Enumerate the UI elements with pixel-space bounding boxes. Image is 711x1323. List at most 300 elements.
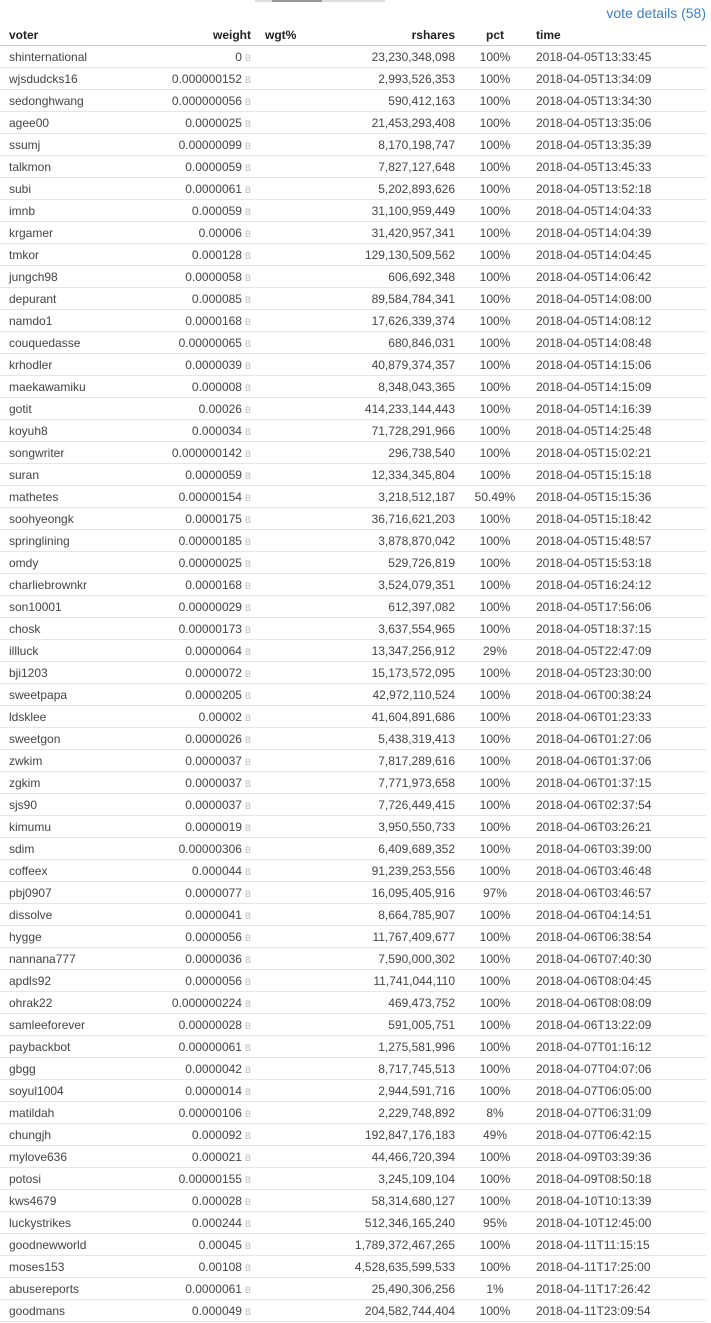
table-row (0, 1300, 706, 1322)
pct-value (464, 1300, 526, 1322)
rshares-value-text: 3,218,512,187 (378, 489, 455, 504)
voter-name[interactable] (0, 222, 140, 244)
voter-name[interactable] (0, 662, 140, 684)
pct-value (464, 816, 526, 838)
voter-name[interactable] (0, 816, 140, 838)
voter-name-text: gotit (9, 401, 32, 416)
col-header-weight[interactable]: weight (140, 25, 255, 46)
rshares-value-text: 7,827,127,648 (378, 159, 455, 174)
voter-name[interactable] (0, 1278, 140, 1300)
voter-name[interactable] (0, 970, 140, 992)
pct-value (464, 1146, 526, 1168)
time-value (526, 596, 706, 618)
voter-name[interactable] (0, 728, 140, 750)
rshares-value-text: 606,692,348 (388, 269, 455, 284)
voter-name[interactable] (0, 288, 140, 310)
table-row (0, 1080, 706, 1102)
weight-value (140, 266, 255, 288)
rshares-value-text: 5,438,319,413 (378, 731, 455, 746)
pct-value-text: 100% (479, 951, 511, 966)
rshares-value-text: 31,100,959,449 (371, 203, 455, 218)
voter-name-text: sedonghwang (9, 93, 84, 108)
voter-name[interactable] (0, 1212, 140, 1234)
time-value (526, 178, 706, 200)
time-value-text: 2018-04-07T06:05:00 (536, 1083, 652, 1098)
voter-name-text: agee00 (9, 115, 50, 130)
voter-name-text: depurant (9, 291, 57, 306)
weight-value (140, 90, 255, 112)
wgt-percent-value (255, 574, 315, 596)
voter-name-text: goodmans (9, 1303, 66, 1318)
wgt-percent-value (255, 46, 315, 68)
pct-value-text: 100% (479, 995, 511, 1010)
rshares-value (315, 508, 464, 530)
table-row (0, 420, 706, 442)
pct-value (464, 1190, 526, 1212)
unit-label: B (244, 1130, 251, 1141)
pct-value (464, 442, 526, 464)
voter-name[interactable] (0, 1036, 140, 1058)
pct-value (464, 1168, 526, 1190)
weight-value-text: 0.000244 (191, 1215, 242, 1230)
rshares-value-text: 42,972,110,524 (372, 687, 455, 702)
pct-value (464, 376, 526, 398)
time-value-text: 2018-04-06T03:39:00 (536, 841, 652, 856)
time-value (526, 904, 706, 926)
weight-value (140, 244, 255, 266)
weight-value-text: 0.0000037 (185, 775, 242, 790)
rshares-value-text: 11,741,044,110 (373, 973, 455, 988)
weight-value (140, 508, 255, 530)
voter-name[interactable] (0, 1080, 140, 1102)
rshares-value (315, 222, 464, 244)
voter-name-text: paybackbot (9, 1039, 71, 1054)
pct-value (464, 1102, 526, 1124)
unit-label: B (244, 96, 251, 107)
voter-name[interactable] (0, 112, 140, 134)
unit-label: B (244, 844, 251, 855)
voter-name[interactable] (0, 552, 140, 574)
pct-value (464, 134, 526, 156)
unit-label: B (244, 118, 251, 129)
voter-name[interactable] (0, 90, 140, 112)
col-header-rshares[interactable]: rshares (315, 25, 464, 46)
unit-label: B (244, 800, 251, 811)
weight-value (140, 992, 255, 1014)
pct-value (464, 970, 526, 992)
table-row (0, 640, 706, 662)
voter-name[interactable] (0, 1168, 140, 1190)
rshares-value (315, 1300, 464, 1322)
voter-name-text: omdy (9, 555, 39, 570)
voter-name[interactable] (0, 530, 140, 552)
voter-name[interactable] (0, 794, 140, 816)
rshares-value (315, 90, 464, 112)
voter-name-text: gbgg (9, 1061, 36, 1076)
rshares-value (315, 596, 464, 618)
rshares-value-text: 3,637,554,965 (378, 621, 455, 636)
table-row (0, 816, 706, 838)
weight-value (140, 552, 255, 574)
table-row (0, 1058, 706, 1080)
pct-value-text: 100% (479, 115, 511, 130)
voter-name[interactable] (0, 750, 140, 772)
voter-name-text: suran (9, 467, 40, 482)
rshares-value-text: 4,528,635,599,533 (354, 1259, 455, 1274)
voter-name[interactable] (0, 684, 140, 706)
voter-name-text: tmkor (9, 247, 39, 262)
voter-name-text: zgkim (9, 775, 41, 790)
pct-value-text: 100% (479, 533, 511, 548)
pct-value-text: 100% (479, 665, 511, 680)
table-row (0, 266, 706, 288)
voter-name[interactable] (0, 332, 140, 354)
weight-value (140, 200, 255, 222)
voter-name-text: illluck (9, 643, 39, 658)
pct-value-text: 100% (479, 269, 511, 284)
pct-value (464, 486, 526, 508)
pct-value-text: 100% (479, 467, 511, 482)
voter-name[interactable] (0, 244, 140, 266)
time-value (526, 244, 706, 266)
time-value-text: 2018-04-05T14:06:42 (536, 269, 652, 284)
voter-name[interactable] (0, 398, 140, 420)
pct-value-text: 100% (479, 555, 511, 570)
time-value-text: 2018-04-06T02:37:54 (536, 797, 652, 812)
unit-label: B (244, 536, 251, 547)
wgt-percent-value (255, 1080, 315, 1102)
weight-value (140, 332, 255, 354)
voter-name[interactable] (0, 464, 140, 486)
voter-name[interactable] (0, 882, 140, 904)
weight-value (140, 1080, 255, 1102)
voter-name[interactable] (0, 1300, 140, 1322)
pct-value-text: 100% (479, 731, 511, 746)
weight-value-text: 0.0000064 (185, 643, 242, 658)
pct-value-text: 100% (479, 335, 511, 350)
time-value (526, 266, 706, 288)
voter-name[interactable] (0, 508, 140, 530)
rshares-value (315, 1256, 464, 1278)
voter-name[interactable] (0, 860, 140, 882)
weight-value-text: 0.00000029 (178, 599, 242, 614)
col-header-pct[interactable]: pct (464, 25, 526, 46)
wgt-percent-value (255, 156, 315, 178)
pct-value-text: 100% (479, 1017, 511, 1032)
voter-name[interactable] (0, 310, 140, 332)
wgt-percent-value (255, 398, 315, 420)
weight-value-text: 0.00000061 (178, 1039, 242, 1054)
pct-value-text: 100% (479, 247, 511, 262)
rshares-value (315, 134, 464, 156)
voter-name-text: namdo1 (9, 313, 53, 328)
unit-label: B (244, 1108, 251, 1119)
voter-name[interactable] (0, 1190, 140, 1212)
pct-value-text: 100% (479, 137, 511, 152)
voter-name-text: shinternational (9, 49, 88, 64)
table-row (0, 288, 706, 310)
table-row (0, 728, 706, 750)
table-row (0, 552, 706, 574)
voter-name[interactable] (0, 1146, 140, 1168)
pct-value (464, 508, 526, 530)
vote-details-link[interactable]: vote details (58) (606, 5, 706, 21)
wgt-percent-value (255, 816, 315, 838)
voter-name[interactable] (0, 574, 140, 596)
voter-name[interactable] (0, 68, 140, 90)
voter-name-text: krhodler (9, 357, 53, 372)
pct-value (464, 266, 526, 288)
weight-value-text: 0.000044 (191, 863, 242, 878)
rshares-value-text: 590,412,163 (388, 93, 455, 108)
rshares-value-text: 1,789,372,467,265 (354, 1237, 455, 1252)
pct-value (464, 1080, 526, 1102)
pct-value (464, 574, 526, 596)
voter-name[interactable] (0, 618, 140, 640)
pct-value-text: 100% (479, 929, 511, 944)
time-value (526, 1080, 706, 1102)
time-value (526, 1234, 706, 1256)
pct-value-text: 100% (479, 379, 511, 394)
pct-value (464, 750, 526, 772)
time-value-text: 2018-04-06T03:26:21 (536, 819, 652, 834)
scroll-thumb[interactable] (272, 0, 322, 2)
unit-label: B (244, 74, 251, 85)
time-value-text: 2018-04-06T01:37:15 (536, 775, 652, 790)
weight-value-text: 0.0000026 (185, 731, 242, 746)
table-row (0, 1278, 706, 1300)
weight-value (140, 1256, 255, 1278)
rshares-value (315, 46, 464, 68)
time-value (526, 662, 706, 684)
rshares-value-text: 91,239,253,556 (371, 863, 455, 878)
voter-name[interactable] (0, 46, 140, 68)
voter-name[interactable] (0, 838, 140, 860)
wgt-percent-value (255, 420, 315, 442)
pct-value (464, 860, 526, 882)
voter-name[interactable] (0, 156, 140, 178)
rshares-value (315, 266, 464, 288)
voter-name[interactable] (0, 640, 140, 662)
wgt-percent-value (255, 288, 315, 310)
weight-value-text: 0.00000185 (178, 533, 242, 548)
voter-name[interactable] (0, 420, 140, 442)
voter-name[interactable] (0, 904, 140, 926)
pct-value-text: 100% (479, 1303, 511, 1318)
wgt-percent-value (255, 992, 315, 1014)
rshares-value-text: 89,584,784,341 (371, 291, 455, 306)
wgt-percent-value (255, 794, 315, 816)
unit-label: B (244, 294, 251, 305)
voter-name[interactable] (0, 266, 140, 288)
table-row (0, 1102, 706, 1124)
weight-value-text: 0.0000168 (185, 577, 242, 592)
unit-label: B (244, 448, 251, 459)
pct-value (464, 354, 526, 376)
pct-value (464, 838, 526, 860)
weight-value (140, 46, 255, 68)
table-row (0, 1124, 706, 1146)
time-value (526, 1256, 706, 1278)
time-value (526, 816, 706, 838)
time-value-text: 2018-04-07T06:42:15 (536, 1127, 652, 1142)
weight-value (140, 882, 255, 904)
unit-label: B (244, 1196, 251, 1207)
weight-value-text: 0.0000037 (185, 797, 242, 812)
weight-value-text: 0.00002 (198, 709, 242, 724)
time-value (526, 750, 706, 772)
unit-label: B (244, 206, 251, 217)
wgt-percent-value (255, 200, 315, 222)
time-value (526, 1190, 706, 1212)
rshares-value-text: 25,490,306,256 (371, 1281, 455, 1296)
rshares-value-text: 71,728,291,966 (371, 423, 455, 438)
weight-value (140, 816, 255, 838)
pct-value (464, 244, 526, 266)
weight-value (140, 1212, 255, 1234)
voter-name[interactable] (0, 706, 140, 728)
unit-label: B (244, 910, 251, 921)
voter-name[interactable] (0, 1124, 140, 1146)
wgt-percent-value (255, 90, 315, 112)
rshares-value (315, 926, 464, 948)
table-row (0, 1234, 706, 1256)
wgt-percent-value (255, 706, 315, 728)
time-value-text: 2018-04-06T03:46:57 (536, 885, 652, 900)
top-scroll-indicator (0, 0, 711, 4)
time-value-text: 2018-04-05T17:56:06 (536, 599, 652, 614)
pct-value-text: 100% (479, 511, 511, 526)
weight-value-text: 0.00045 (198, 1237, 242, 1252)
unit-label: B (244, 382, 251, 393)
time-value (526, 926, 706, 948)
voter-name[interactable] (0, 1102, 140, 1124)
voter-name[interactable] (0, 376, 140, 398)
table-row (0, 992, 706, 1014)
pct-value-text: 100% (479, 753, 511, 768)
weight-value-text: 0.0000037 (185, 753, 242, 768)
time-value-text: 2018-04-11T11:15:15 (536, 1237, 650, 1252)
weight-value-text: 0.0000014 (185, 1083, 242, 1098)
wgt-percent-value (255, 684, 315, 706)
table-row (0, 1212, 706, 1234)
unit-label: B (244, 1240, 251, 1251)
wgt-percent-value (255, 596, 315, 618)
rshares-value (315, 398, 464, 420)
voter-name[interactable] (0, 442, 140, 464)
rshares-value (315, 1234, 464, 1256)
table-row (0, 860, 706, 882)
weight-value (140, 1058, 255, 1080)
rshares-value (315, 112, 464, 134)
rshares-value-text: 6,409,689,352 (378, 841, 455, 856)
time-value (526, 706, 706, 728)
table-row (0, 398, 706, 420)
rshares-value (315, 552, 464, 574)
unit-label: B (244, 712, 251, 723)
voter-name[interactable] (0, 772, 140, 794)
time-value-text: 2018-04-06T07:40:30 (536, 951, 652, 966)
voter-name[interactable] (0, 992, 140, 1014)
pct-value-text: 95% (482, 1215, 508, 1230)
rshares-value-text: 41,604,891,686 (371, 709, 455, 724)
voter-name-text: sjs90 (9, 797, 38, 812)
table-row (0, 772, 706, 794)
time-value-text: 2018-04-05T13:34:30 (536, 93, 652, 108)
col-header-wgt-percent[interactable]: wgt% (255, 25, 315, 46)
voter-name[interactable] (0, 596, 140, 618)
weight-value (140, 310, 255, 332)
rshares-value (315, 882, 464, 904)
voter-name[interactable] (0, 486, 140, 508)
weight-value-text: 0.0000019 (185, 819, 242, 834)
weight-value-text: 0.000034 (191, 423, 242, 438)
unit-label: B (244, 1174, 251, 1185)
pct-value-text: 100% (479, 357, 511, 372)
voter-name[interactable] (0, 1014, 140, 1036)
voter-name[interactable] (0, 1234, 140, 1256)
voter-name-text: zwkim (9, 753, 43, 768)
weight-value-text: 0.0000042 (185, 1061, 242, 1076)
rshares-value-text: 8,348,043,365 (378, 379, 455, 394)
rshares-value (315, 992, 464, 1014)
time-value (526, 640, 706, 662)
col-header-voter[interactable]: voter (0, 25, 140, 46)
voter-name[interactable] (0, 178, 140, 200)
unit-label: B (244, 338, 251, 349)
unit-label: B (244, 228, 251, 239)
weight-value-text: 0.0000058 (185, 269, 242, 284)
unit-label: B (244, 140, 251, 151)
voter-name[interactable] (0, 134, 140, 156)
weight-value (140, 926, 255, 948)
table-row (0, 838, 706, 860)
unit-label: B (244, 1020, 251, 1031)
weight-value (140, 178, 255, 200)
wgt-percent-value (255, 222, 315, 244)
unit-label: B (244, 646, 251, 657)
pct-value-text: 100% (479, 621, 511, 636)
pct-value (464, 1278, 526, 1300)
voter-name-text: ssumj (9, 137, 41, 152)
time-value (526, 838, 706, 860)
voter-name[interactable] (0, 200, 140, 222)
unit-label: B (244, 954, 251, 965)
rshares-value-text: 612,397,082 (388, 599, 455, 614)
voter-name[interactable] (0, 926, 140, 948)
wgt-percent-value (255, 948, 315, 970)
table-header-row (0, 25, 706, 46)
voter-name[interactable] (0, 354, 140, 376)
time-value-text: 2018-04-09T08:50:18 (536, 1171, 652, 1186)
wgt-percent-value (255, 310, 315, 332)
table-row (0, 1256, 706, 1278)
time-value-text: 2018-04-06T04:14:51 (536, 907, 652, 922)
col-header-time[interactable]: time (526, 25, 706, 46)
votes-table (0, 25, 706, 1322)
time-value-text: 2018-04-05T14:04:33 (536, 203, 652, 218)
time-value-text: 2018-04-05T15:15:18 (536, 467, 652, 482)
rshares-value-text: 680,846,031 (388, 335, 455, 350)
voter-name[interactable] (0, 1256, 140, 1278)
weight-value (140, 1300, 255, 1322)
time-value-text: 2018-04-07T01:16:12 (536, 1039, 652, 1054)
voter-name[interactable] (0, 1058, 140, 1080)
weight-value-text: 0 (235, 49, 242, 64)
weight-value (140, 420, 255, 442)
voter-name[interactable] (0, 948, 140, 970)
table-row (0, 46, 706, 68)
